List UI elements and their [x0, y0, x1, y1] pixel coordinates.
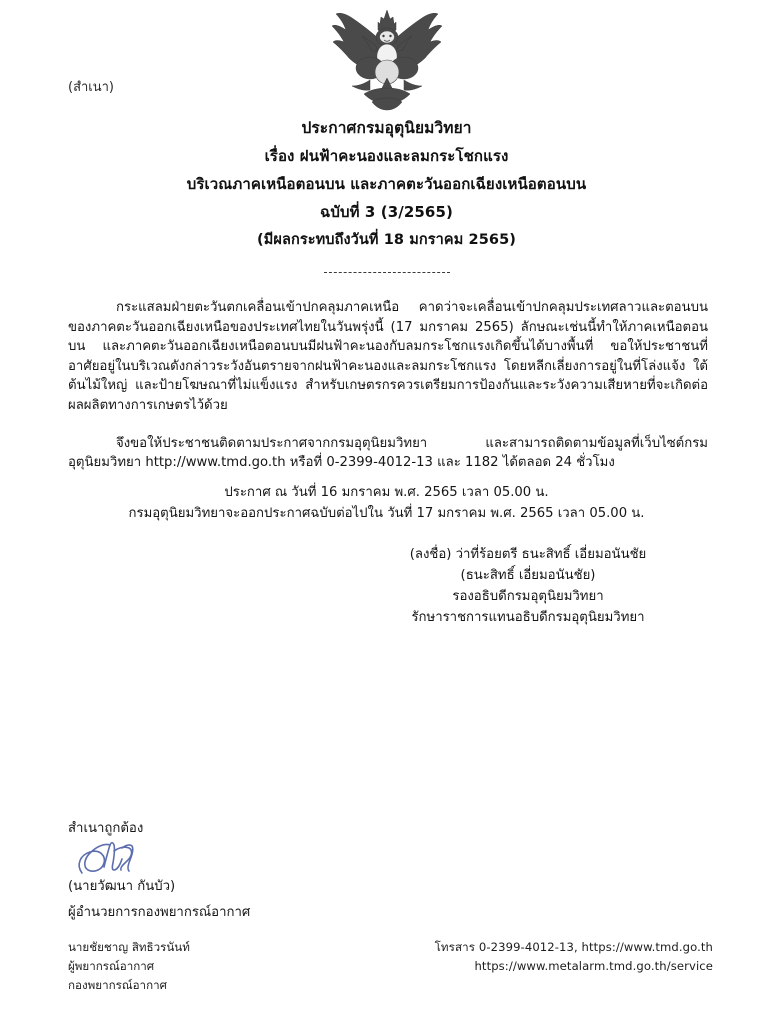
copy-mark: (สำเนา): [68, 80, 115, 95]
paragraph-contact-info: จึงขอให้ประชาชนติดตามประกาศจากกรมอุตุนิยมวิทยา และสามารถติดตามข้อมูลที่เว็บไซต์กรมอุตุนิยมวิทยา http://www.tmd.go.th หรือที่ 0-2399-4012-13 และ 1182 ได้ตลอด 24 ชั่วโมง: [68, 435, 708, 471]
footer-fax-and-website: โทรสาร 0-2399-4012-13, https://www.tmd.go.th: [434, 940, 713, 954]
certifier-name: (นายวัฒนา กันบัว): [68, 879, 176, 894]
footer-right-block: [435, 938, 713, 976]
signer-signed-line: (ลงชื่อ) ว่าที่ร้อยตรี ธนะสิทธิ์ เอี่ยมอนันชัย: [409, 547, 647, 562]
signer-position: รองอธิบดีกรมอุตุนิยมวิทยา: [452, 589, 604, 604]
signer-acting-position: รักษาราชการแทนอธิบดีกรมอุตุนิยมวิทยา: [411, 610, 645, 625]
garuda-emblem: [326, 6, 448, 114]
certified-copy-block: [68, 820, 368, 923]
section-divider: [324, 272, 450, 273]
page-title: ประกาศกรมอุตุนิยมวิทยา: [301, 119, 472, 137]
forecaster-title: ผู้พยากรณ์อากาศ: [68, 959, 155, 973]
body-text: [68, 298, 708, 473]
document-footer: [68, 938, 713, 995]
issued-date-line: ประกาศ ณ วันที่ 16 มกราคม พ.ศ. 2565 เวลา 05.00 น.: [224, 485, 549, 500]
signature-block: [358, 544, 698, 628]
subject-line: เรื่อง ฝนฟ้าคะนองและลมกระโชกแรง: [264, 147, 509, 165]
footer-left-block: [68, 938, 190, 995]
next-issue-line: กรมอุตุนิยมวิทยาจะออกประกาศฉบับต่อไปใน วันที่ 17 มกราคม พ.ศ. 2565 เวลา 05.00 น.: [128, 506, 645, 521]
certified-copy-heading: สำเนาถูกต้อง: [68, 821, 144, 836]
announcement-titles: [0, 114, 773, 254]
region-line: บริเวณภาคเหนือตอนบน และภาคตะวันออกเฉียงเหนือตอนบน: [186, 175, 587, 193]
paragraph-weather-warning: กระแสลมฝ่ายตะวันตกเคลื่อนเข้าปกคลุมภาคเหนือ คาดว่าจะเคลื่อนเข้าปกคลุมประเทศลาวและตอนบนของภาคตะวันออกเฉียงเหนือของประเทศไทยในวันพรุ่งนี้ (17 มกราคม 2565) ลักษณะเช่นนี้ทำให้ภาคเหนือตอนบน และภาคตะวันออกเฉียงเหนือตอนบนมีฝนฟ้าคะนองกับลมกระโชกแรงเกิดขึ้นได้บางพื้นที่ ขอให้ประชาชนที่อาศัยอยู่ในบริเวณดังกล่าวระวังอันตรายจากฝนฟ้าคะนองและลมกระโชกแรง โดยหลีกเลี่ยงการอยู่ในที่โล่งแจ้ง ใต้ต้นไม้ใหญ่ และป้ายโฆษณาที่ไม่แข็งแรง สำหรับเกษตรกรควรเตรียมการป้องกันและระวังความเสียหายที่จะเกิดต่อผลผลิตทางการเกษตรไว้ด้วย: [68, 300, 708, 413]
forecaster-division: กองพยากรณ์อากาศ: [68, 978, 167, 992]
certifier-role: ผู้อำนวยการกองพยากรณ์อากาศ: [68, 905, 251, 920]
signer-name: (ธนะสิทธิ์ เอี่ยมอนันชัย): [460, 568, 596, 583]
date-lines: [0, 482, 773, 524]
issue-number-line: ฉบับที่ 3 (3/2565): [320, 203, 453, 221]
forecaster-name: นายชัยชาญ สิทธิวรนันท์: [68, 940, 190, 954]
effective-until-line: (มีผลกระทบถึงวันที่ 18 มกราคม 2565): [257, 232, 516, 248]
footer-service-url: https://www.metalarm.tmd.go.th/service: [474, 959, 713, 973]
handwritten-signature: [74, 839, 194, 879]
